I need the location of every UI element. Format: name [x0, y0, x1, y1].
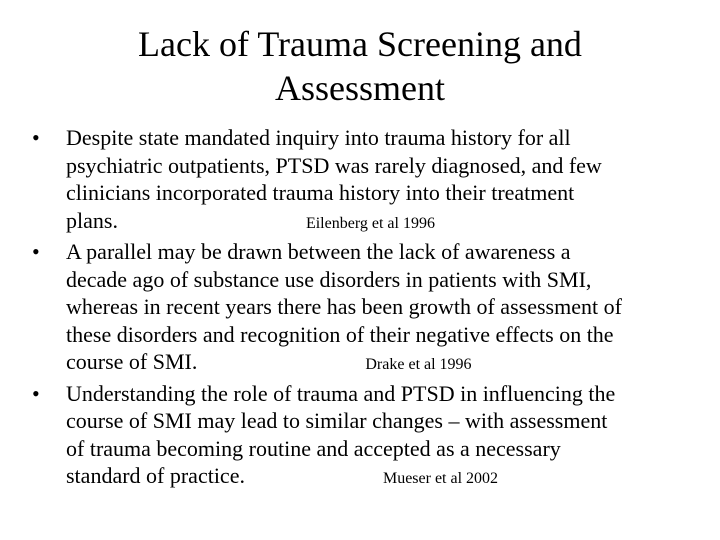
- bullet-line: of trauma becoming routine and accepted as a necessary: [66, 435, 561, 461]
- citation: Mueser et al 2002: [382, 470, 499, 487]
- bullet-line: decade ago of substance use disorders in patients with SMI,: [66, 266, 592, 292]
- bullet-line: A parallel may be drawn between the lack of awareness a: [66, 239, 571, 264]
- bullet-dot: •: [32, 125, 40, 150]
- bullet-line-last: [66, 348, 692, 379]
- citation: Drake et al 1996: [365, 356, 472, 373]
- bullet-line: psychiatric outpatients, PTSD was rarely diagnosed, and few: [66, 152, 602, 178]
- title-line-1: Lack of Trauma Screening and: [138, 24, 582, 64]
- title-line-2: Assessment: [275, 68, 445, 108]
- bullet-dot: •: [32, 380, 40, 406]
- bullet-line: course of SMI may lead to similar changes – with assessment: [66, 408, 608, 433]
- bullet-item: [32, 238, 692, 379]
- bullet-item: [32, 380, 692, 493]
- bullet-line: whereas in recent years there has been growth of assessment of: [66, 294, 622, 319]
- bullet-line-text: plans.: [66, 207, 118, 233]
- bullet-line: Understanding the role of trauma and PTSD in influencing the: [66, 380, 616, 406]
- bullet-item: [32, 124, 692, 237]
- bullet-line: clinicians incorporated trauma history into their treatment: [66, 180, 575, 205]
- bullet-line-last: [66, 462, 692, 493]
- bullet-dot: •: [32, 239, 40, 264]
- bullet-line-last: [66, 207, 692, 238]
- bullet-line-text: course of SMI.: [66, 349, 198, 374]
- citation: Eilenberg et al 1996: [305, 214, 435, 232]
- bullet-list: [32, 124, 692, 494]
- bullet-line: these disorders and recognition of their negative effects on the: [66, 321, 614, 347]
- bullet-line-text: standard of practice.: [66, 463, 245, 488]
- slide-title: [40, 22, 680, 110]
- bullet-line: Despite state mandated inquiry into trauma history for all: [66, 125, 571, 150]
